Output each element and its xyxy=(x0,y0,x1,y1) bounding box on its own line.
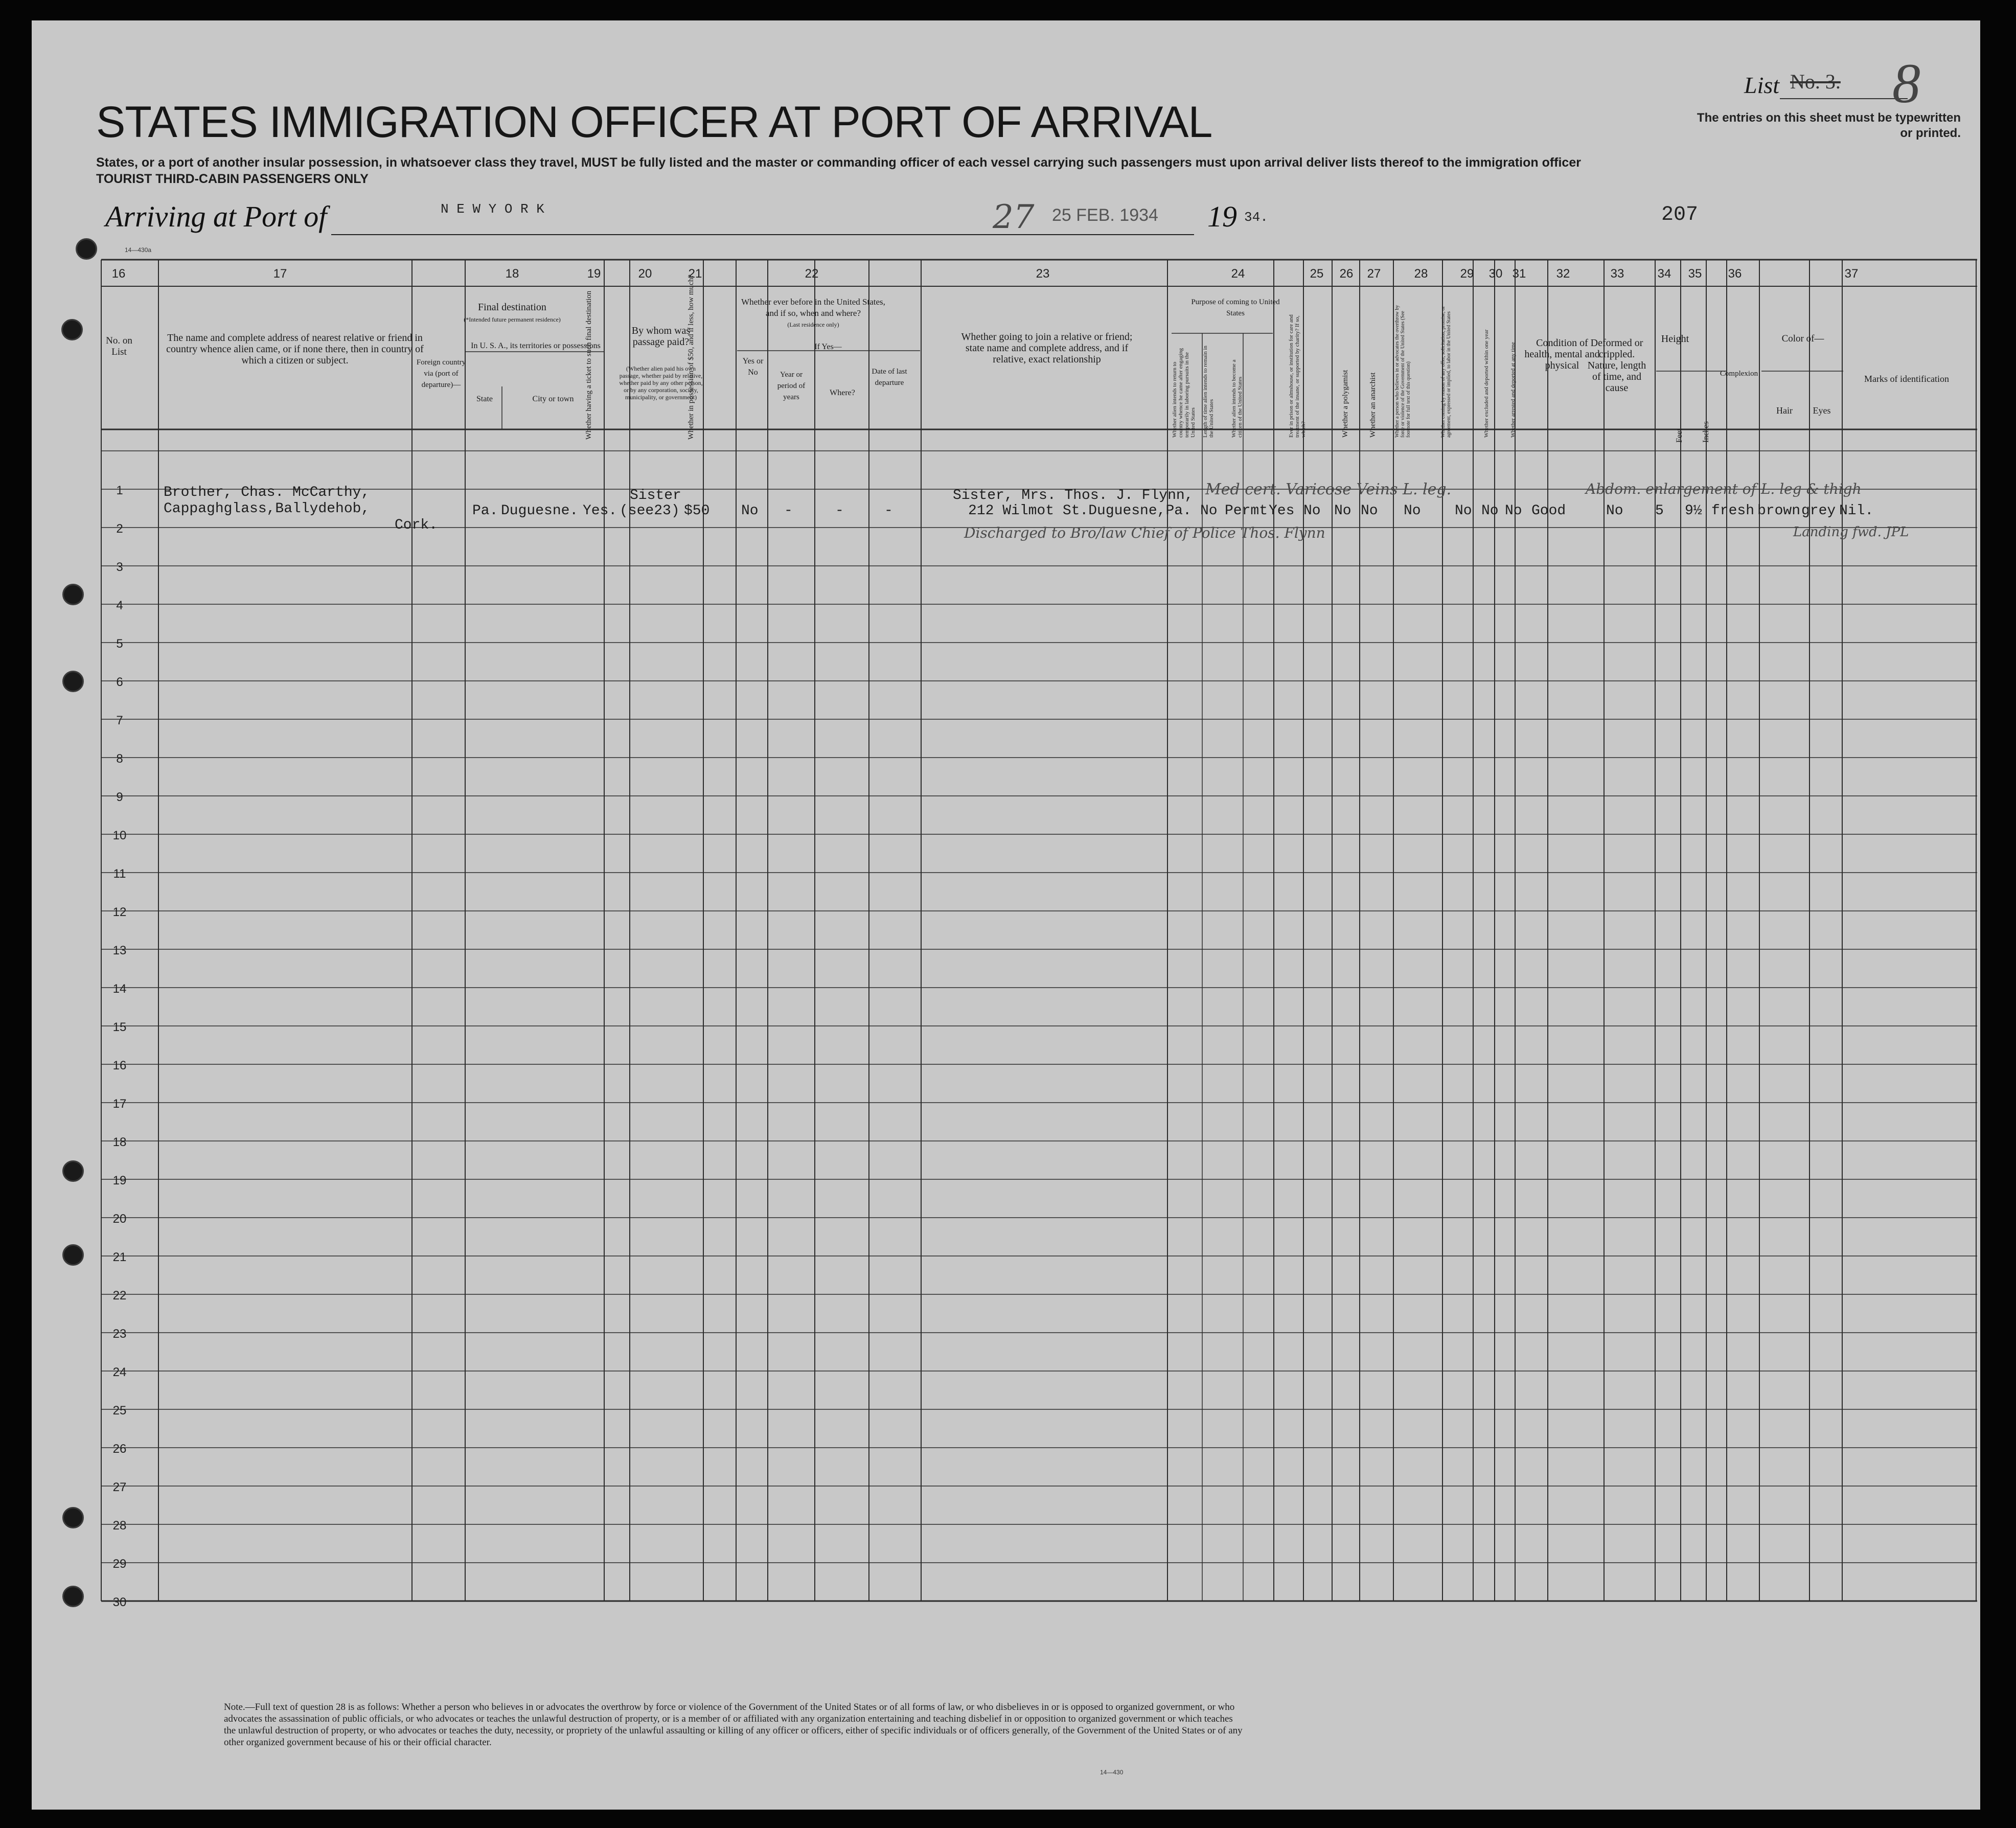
hdr-purpose-c: Whether alien intends to become a citizen of the United States xyxy=(1231,359,1243,438)
entry-before: No xyxy=(741,503,759,519)
punch-hole-icon xyxy=(62,1586,84,1607)
row-number: 27 xyxy=(112,1480,127,1494)
hdr-purpose-b: Length of time alien intends to remain in the United States xyxy=(1202,346,1215,438)
hdr-foreign-country: Foreign country via (port of departure)— xyxy=(416,358,466,389)
col-num-37: 37 xyxy=(1844,267,1859,281)
entry-q29: No xyxy=(1455,503,1472,519)
row-number: 14 xyxy=(112,982,127,996)
punch-hole-icon xyxy=(76,238,97,260)
col-num-22: 22 xyxy=(805,267,819,281)
row-number: 3 xyxy=(116,560,123,574)
hdr-year-period: Year or period of years xyxy=(777,371,806,401)
col-num-21: 21 xyxy=(688,267,702,281)
row-number: 24 xyxy=(112,1365,127,1379)
entry-q31: No xyxy=(1505,503,1522,519)
entry-q28: No xyxy=(1404,503,1421,519)
col-num-34: 34 xyxy=(1657,267,1671,281)
hdr-deformed: Deformed or crippled. Nature, length of time, and cause xyxy=(1587,337,1646,394)
hdr-marks: Marks of identification xyxy=(1864,374,1949,384)
sheet-number: 207 xyxy=(1661,203,1699,226)
entry-relative-line2: Cappaghglass,Ballydehob, xyxy=(164,501,370,517)
hdr-anarchist: Whether an anarchist xyxy=(1369,372,1377,438)
col-num-20: 20 xyxy=(638,267,652,281)
hdr-final-destination-note: (*Intended future permanent residence) xyxy=(464,316,561,323)
col-num-19: 19 xyxy=(587,267,601,281)
arriving-label: Arriving at Port of xyxy=(105,200,327,233)
entry-hair: brown xyxy=(1757,503,1801,519)
list-label: List xyxy=(1744,72,1780,98)
hdr-q31: Whether arrested and deported at any time xyxy=(1510,342,1516,438)
form-number: 14—430a xyxy=(125,246,152,254)
col-num-29: 29 xyxy=(1460,267,1474,281)
hdr-money: Whether in possession of $50, and if less, how much? xyxy=(687,275,695,440)
entry-prison: No xyxy=(1303,503,1321,519)
hdr-no-on-list: No. on List xyxy=(106,335,132,357)
col-num-36: 36 xyxy=(1728,267,1742,281)
col-num-24: 24 xyxy=(1231,267,1245,281)
hdr-polygamist: Whether a polygamist xyxy=(1341,370,1349,438)
row-number: 12 xyxy=(112,905,127,919)
punch-hole-icon xyxy=(62,584,84,605)
manifest-sheet xyxy=(32,20,1980,1810)
year-prefix: 19 xyxy=(1207,200,1237,233)
col-num-23: 23 xyxy=(1036,267,1050,281)
row-number: 18 xyxy=(112,1135,127,1149)
row-number: 7 xyxy=(116,714,123,727)
hdr-purpose: Purpose of coming to United States xyxy=(1191,298,1280,317)
entry-polygamist: No xyxy=(1334,503,1351,519)
port-value: N E W Y O R K xyxy=(441,201,544,217)
row-number: 11 xyxy=(113,867,126,881)
entry-purpose-a: No xyxy=(1200,503,1218,519)
entry-passage-line1: Sister xyxy=(630,488,681,504)
col-num-32: 32 xyxy=(1556,267,1570,281)
row-number: 8 xyxy=(116,752,123,766)
row-number: 9 xyxy=(116,790,123,804)
col-num-27: 27 xyxy=(1367,267,1381,281)
hdr-q29: Whether coming by reason of any offer, solicitation, promise, or agreement, expressed or implied, to labor in the United States xyxy=(1440,306,1452,438)
entry-eyes: grey xyxy=(1801,503,1836,519)
col-num-33: 33 xyxy=(1610,267,1624,281)
instruction-line: States, or a port of another insular possession, in whatsoever class they travel, MUST be fully listed and the master or commanding officer of each vessel carrying such passengers must upon arrival deliver lists thereof to the immigration officer xyxy=(96,155,1581,170)
col-num-25: 25 xyxy=(1310,267,1324,281)
row-number: 21 xyxy=(112,1250,127,1264)
hdr-color-of: Color of— xyxy=(1781,333,1824,344)
year-suffix: 34. xyxy=(1244,210,1268,225)
hdr-yes-no: Yes or No xyxy=(742,357,764,377)
date-handwritten: 27 xyxy=(993,198,1035,236)
row-number: 29 xyxy=(112,1557,127,1571)
col-num-17: 17 xyxy=(273,267,287,281)
row-number: 1 xyxy=(116,484,123,497)
hdr-passage-paid-note: (Whether alien paid his own passage, whether paid by relative, whether paid by any other person, or by any corporation, society, municipality, or government) xyxy=(619,365,703,401)
row-number: 19 xyxy=(112,1174,127,1187)
handwritten-discharge-note: Discharged to Bro/law Chief of Police Thos. Flynn xyxy=(964,524,1325,541)
hdr-city: City or town xyxy=(532,395,574,403)
entry-year-dash: - xyxy=(784,503,793,519)
row-number: 22 xyxy=(112,1289,127,1303)
hdr-feet: Feet xyxy=(1675,428,1684,443)
hdr-q28: Whether a person who believes in or advocates the overthrow by force or violence of the Government of the United States (See footnote for full text of this question) xyxy=(1394,305,1411,438)
row-number: 26 xyxy=(112,1442,127,1456)
col-num-28: 28 xyxy=(1414,267,1428,281)
row-number: 4 xyxy=(116,599,123,612)
hdr-relative: The name and complete address of nearest relative or friend in country whence alien came, or if none there, then in country of which a citizen or subject. xyxy=(166,332,424,366)
entry-complexion: fresh xyxy=(1711,503,1755,519)
punch-hole-icon xyxy=(62,1160,84,1182)
hdr-ticket: Whether having a ticket to such final destination xyxy=(585,290,593,440)
hdr-where: Where? xyxy=(830,389,855,397)
row-number: 10 xyxy=(112,829,127,842)
col-num-26: 26 xyxy=(1339,267,1354,281)
punch-hole-icon xyxy=(62,671,84,692)
entry-where-dash: - xyxy=(835,503,844,519)
row-number: 13 xyxy=(112,944,127,957)
row-number: 28 xyxy=(112,1519,127,1533)
hdr-hair: Hair xyxy=(1776,405,1793,416)
hdr-height: Height xyxy=(1661,333,1689,345)
row-number: 25 xyxy=(112,1404,127,1418)
col-num-30: 30 xyxy=(1488,267,1503,281)
date-stamp: 25 FEB. 1934 xyxy=(1052,205,1158,225)
hdr-passage-paid: By whom was passage paid? xyxy=(631,325,691,348)
entry-departure-dash: - xyxy=(884,503,893,519)
hdr-in-us: In U. S. A., its territories or possessions xyxy=(471,341,601,350)
col-num-35: 35 xyxy=(1688,267,1702,281)
table-grid xyxy=(32,20,1980,1810)
row-number: 15 xyxy=(112,1020,127,1034)
hdr-final-destination: Final destination xyxy=(478,302,546,313)
list-printed-number: No. 3. xyxy=(1790,70,1841,93)
entry-inches: 9½ xyxy=(1685,503,1702,519)
hdr-eyes: Eyes xyxy=(1813,405,1831,416)
sheet-title: STATES IMMIGRATION OFFICER AT PORT OF ARRIVAL xyxy=(96,98,1212,147)
entry-purpose-b: Permt xyxy=(1225,503,1268,519)
row-number: 2 xyxy=(116,522,123,536)
footnote-form-number: 14—430 xyxy=(1100,1769,1124,1776)
entry-relative-line1: Brother, Chas. McCarthy, xyxy=(164,485,370,500)
entry-joining-line1: Sister, Mrs. Thos. J. Flynn, xyxy=(953,488,1194,504)
handwritten-landing-note: Landing fwd. JPL xyxy=(1793,524,1909,540)
footnote-q28: Note.—Full text of question 28 is as follows: Whether a person who believes in or advocates the overthrow by force or violence of the Government of the United States or of all forms of law, or who disbelieves in or is opposed to organized government, or who advocates the assassination of public officials, or who advocates or teaches the unlawful destruction of property, or is a member of or affiliated with any organization entertaining and teaching disbelief in or opposition to organized government or which teaches the unlawful destruction of property, or who advocates or teaches the duty, necessity, or propriety of the unlawful assaulting or killing of any officer or officers, either of specific individuals or of officers generally, of the Government of the United States or of any other organized government because of his or their official character. xyxy=(224,1702,1243,1748)
hdr-last-residence: (Last residence only) xyxy=(787,321,839,328)
row-number: 23 xyxy=(112,1327,127,1341)
handwritten-medical-note: Med cert. Varicose Veins L. leg. xyxy=(1205,481,1452,498)
row-number: 16 xyxy=(112,1059,127,1072)
entry-state: Pa. xyxy=(472,503,498,519)
entry-marks: Nil. xyxy=(1839,503,1874,519)
entry-deformed: No xyxy=(1606,503,1623,519)
punch-hole-icon xyxy=(62,1507,84,1528)
col-num-16: 16 xyxy=(111,267,126,281)
entry-health: Good xyxy=(1531,503,1566,519)
punch-hole-icon xyxy=(62,1244,84,1266)
hdr-joining: Whether going to join a relative or friend; state name and complete address, and if relative, exact relationship xyxy=(961,331,1133,365)
row-number: 30 xyxy=(112,1595,127,1609)
entry-relative-line3: Cork. xyxy=(395,517,438,533)
row-number: 20 xyxy=(112,1212,127,1226)
col-num-18: 18 xyxy=(505,267,519,281)
punch-hole-icon xyxy=(61,319,83,340)
handwritten-abdom-note: Abdom. enlargement of L. leg & thigh xyxy=(1586,481,1862,497)
hdr-state: State xyxy=(476,395,493,403)
entry-city: Duguesne. xyxy=(501,503,579,519)
hdr-purpose-a: Whether alien intends to return to country whence he came after engaging temporarily in laboring pursuits in the United States xyxy=(1172,348,1196,438)
hdr-if-yes: If Yes— xyxy=(814,342,842,351)
entry-joining-line2: 212 Wilmot St.Duguesne,Pa. xyxy=(968,503,1192,519)
hdr-complexion: Complexion xyxy=(1720,370,1758,378)
entry-feet: 5 xyxy=(1655,503,1664,519)
hdr-before-in-us: Whether ever before in the United States, and if so, when and where? xyxy=(741,297,885,318)
entry-purpose-c: Yes xyxy=(1269,503,1295,519)
hdr-inches: Inches xyxy=(1702,421,1710,443)
entry-money: $50 xyxy=(684,503,710,519)
hdr-prison: Ever in prison or almshouse, or institution for care and treatment of the insane, or supported by charity? If so, which? xyxy=(1288,314,1307,438)
hdr-health: Condition of health, mental and physical xyxy=(1524,337,1600,371)
entry-anarchist: No xyxy=(1361,503,1378,519)
entry-q30: No xyxy=(1481,503,1499,519)
entry-passage-line2: (see23) xyxy=(620,503,680,519)
row-number: 5 xyxy=(116,637,123,651)
hdr-q30: Whether excluded and deported within one year xyxy=(1483,329,1490,438)
list-number: 8 xyxy=(1892,52,1920,115)
entries-note: The entries on this sheet must be typewritten or printed. xyxy=(1697,111,1961,140)
hdr-date-departure: Date of last departure xyxy=(872,368,907,387)
entry-ticket: Yes. xyxy=(583,503,617,519)
col-num-31: 31 xyxy=(1512,267,1526,281)
row-number: 6 xyxy=(116,675,123,689)
class-line: TOURIST THIRD-CABIN PASSENGERS ONLY xyxy=(96,172,369,186)
row-number: 17 xyxy=(112,1097,127,1111)
